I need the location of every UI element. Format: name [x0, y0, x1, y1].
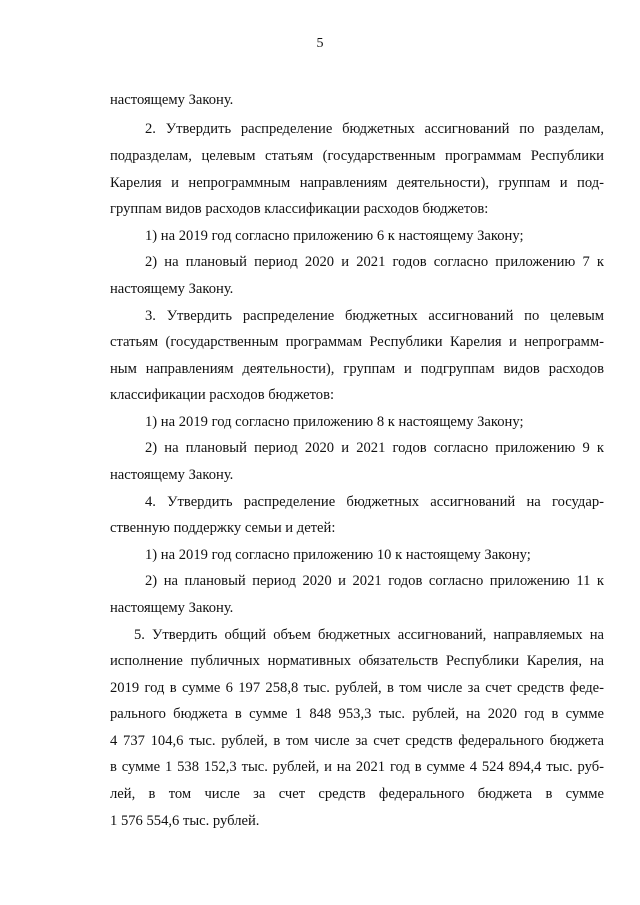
- text-line: группам видов расходов классификации расходов бюджетов:: [110, 201, 489, 217]
- text-line: 4. Утвердить распределение бюджетных ассигнований на государ-: [145, 494, 604, 510]
- text-line: 1) на 2019 год согласно приложению 10 к настоящему Закону;: [145, 547, 531, 563]
- text-line: 2) на плановый период 2020 и 2021 годов согласно приложению 11 к: [145, 573, 604, 589]
- text-line: 4 737 104,6 тыс. рублей, в том числе за счет средств федерального бюджета: [110, 733, 604, 749]
- text-line: статьям (государственным программам Республики Карелия и непрограмм-: [110, 334, 604, 350]
- text-line: 5. Утвердить общий объем бюджетных ассигнований, направляемых на: [134, 627, 604, 643]
- text-line: 2) на плановый период 2020 и 2021 годов согласно приложению 9 к: [145, 440, 604, 456]
- text-line: 3. Утвердить распределение бюджетных ассигнований по целевым: [145, 308, 604, 324]
- text-line: в сумме 1 538 152,3 тыс. рублей, и на 2021 год в сумме 4 524 894,4 тыс. руб-: [110, 759, 604, 775]
- text-line: рального бюджета в сумме 1 848 953,3 тыс. рублей, на 2020 год в сумме: [110, 706, 604, 722]
- text-line: ным направлениям деятельности), группам и подгруппам видов расходов: [110, 361, 604, 377]
- text-line: Карелия и непрограммным направлениям деятельности), группам и под-: [110, 175, 604, 191]
- text-line: настоящему Закону.: [110, 600, 234, 616]
- text-line: настоящему Закону.: [110, 467, 234, 483]
- text-line: 1) на 2019 год согласно приложению 8 к настоящему Закону;: [145, 414, 524, 430]
- text-line: 2) на плановый период 2020 и 2021 годов согласно приложению 7 к: [145, 254, 604, 270]
- text-line: 2. Утвердить распределение бюджетных ассигнований по разделам,: [145, 121, 604, 137]
- text-line: исполнение публичных нормативных обязательств Республики Карелия, на: [110, 653, 604, 669]
- text-line: ственную поддержку семьи и детей:: [110, 520, 336, 536]
- text-line: настоящему Закону.: [110, 92, 234, 108]
- text-line: классификации расходов бюджетов:: [110, 387, 335, 403]
- text-line: настоящему Закону.: [110, 281, 234, 297]
- text-line: 1) на 2019 год согласно приложению 6 к настоящему Закону;: [145, 228, 524, 244]
- text-line: подразделам, целевым статьям (государственным программам Республики: [110, 148, 604, 164]
- text-line: 2019 год в сумме 6 197 258,8 тыс. рублей, в том числе за счет средств феде-: [110, 680, 604, 696]
- page-number: 5: [316, 36, 324, 51]
- text-line: 1 576 554,6 тыс. рублей.: [110, 813, 260, 829]
- text-line: лей, в том числе за счет средств федерального бюджета в сумме: [110, 786, 604, 802]
